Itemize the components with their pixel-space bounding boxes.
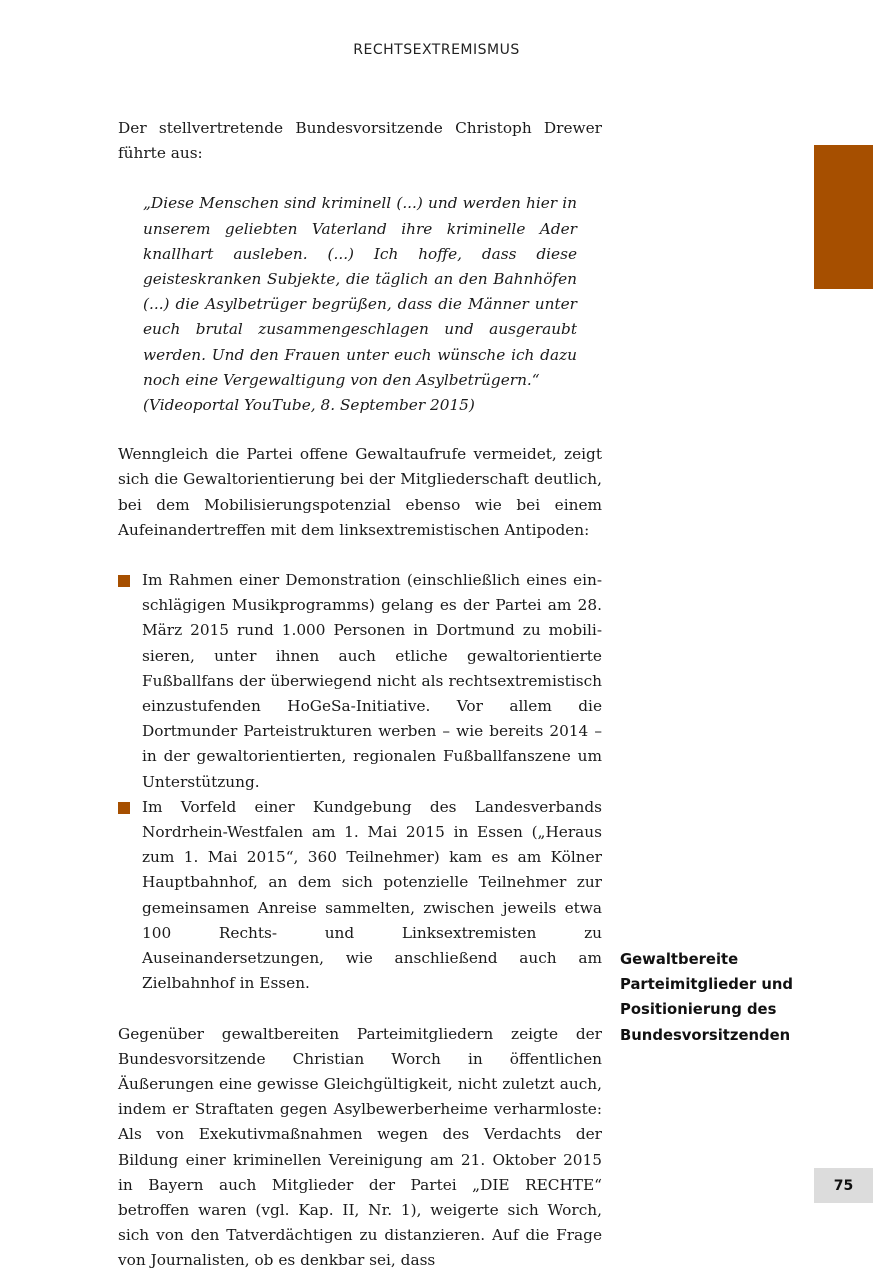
margin-heading-line: Parteimitglieder und xyxy=(620,976,793,994)
quote-source: (Videoportal YouTube, 8. September 2015) xyxy=(143,396,475,415)
page-number: 75 xyxy=(814,1168,873,1203)
list-item xyxy=(118,568,602,795)
quote-text: „Diese Menschen sind kriminell (...) und werden hier in unserem geliebten Vaterland ihre kriminelle Ader knallhart ausleben. (...) Ich hoffe, dass diese geisteskranken Subjekte, die täglich an den Bahnhöfen (...) die Asylbetrüger begrüßen, dass die Männer unter euch brutal zusammengeschlagen und ausgeraubt werden. Und den Frauen unter euch wünsche ich dazu noch eine Vergewaltigung von den Asylbetrügern.“ xyxy=(143,194,577,389)
square-bullet-icon xyxy=(118,575,130,587)
margin-heading-line: Bundesvorsitzenden xyxy=(620,1026,791,1044)
list-item xyxy=(118,795,602,997)
margin-heading xyxy=(620,947,800,1048)
list-item-text: Im Rahmen einer Demonstration (einschließlich eines einschlägigen Musikprogramms) gelang es der Partei am 28. März 2015 rund 1.000 Personen in Dortmund zu mobilisieren, unter ihnen auch etliche gewaltorientierte Fußballfans der überwiegend nicht als rechtsextremistisch einzustufenden HoGeSa-Initiative. Vor allem die Dortmunder Parteistrukturen werben – wie bereits 2014 – in der gewaltorientierten, regionalen Fußballfanszene um Unterstützung. xyxy=(142,571,602,791)
chapter-tab-marker xyxy=(814,145,873,289)
bullet-list xyxy=(118,568,602,996)
running-header: RECHTSEXTREMISMUS xyxy=(353,42,520,58)
square-bullet-icon xyxy=(118,802,130,814)
intro-paragraph: Der stellvertretende Bundesvorsitzende Christoph Drewer führte aus: xyxy=(118,119,602,163)
margin-heading-line: Gewaltbereite xyxy=(620,951,739,968)
margin-heading-line: Positionierung des xyxy=(620,1001,777,1019)
block-quote xyxy=(143,191,577,418)
list-item-text: Im Vorfeld einer Kundgebung des Landesverbands Nordrhein-Westfalen am 1. Mai 2015 in Essen („Heraus zum 1. Mai 2015“, 360 Teilnehmer) kam es am Kölner Hauptbahnhof, an dem sich potenzielle Teilnehmer zur gemeinsamen Anreise sammelten, zwischen jeweils etwa 100 Rechts- und Linksextremisten zu Auseinandersetzungen, wie anschließend auch am Zielbahnhof in Essen. xyxy=(142,797,602,993)
paragraph-worch: Gegenüber gewaltbereiten Parteimitgliedern zeigte der Bundesvorsitzende Christian Worch in öffentlichen Äußerungen eine gewisse Gleichgültigkeit, nicht zuletzt auch, indem er Straftaten gegen Asylbewerberheime verharmloste: Als von Exekutivmaßnahmen wegen des Verdachts der Bildung einer kriminellen Vereinigung am 21. Oktober 2015 in Bayern auch Mitglieder der Partei „DIE RECHTE“ betroffen waren (vgl. Kap. II, Nr. 1), weigerte sich Worch, sich von den Tatverdächtigen zu distanzieren. Auf die Frage von Journalisten, ob es denkbar sei, dass xyxy=(118,1024,602,1270)
paragraph-gewaltorientierung: Wenngleich die Partei offene Gewaltaufrufe vermeidet, zeigt sich die Gewaltorientierung bei der Mitgliederschaft deutlich, bei dem Mobilisierungspotenzial ebenso wie bei einem Aufeinandertreffen mit dem linksextremistischen Antipoden: xyxy=(118,445,602,539)
main-text-column xyxy=(118,116,602,1274)
